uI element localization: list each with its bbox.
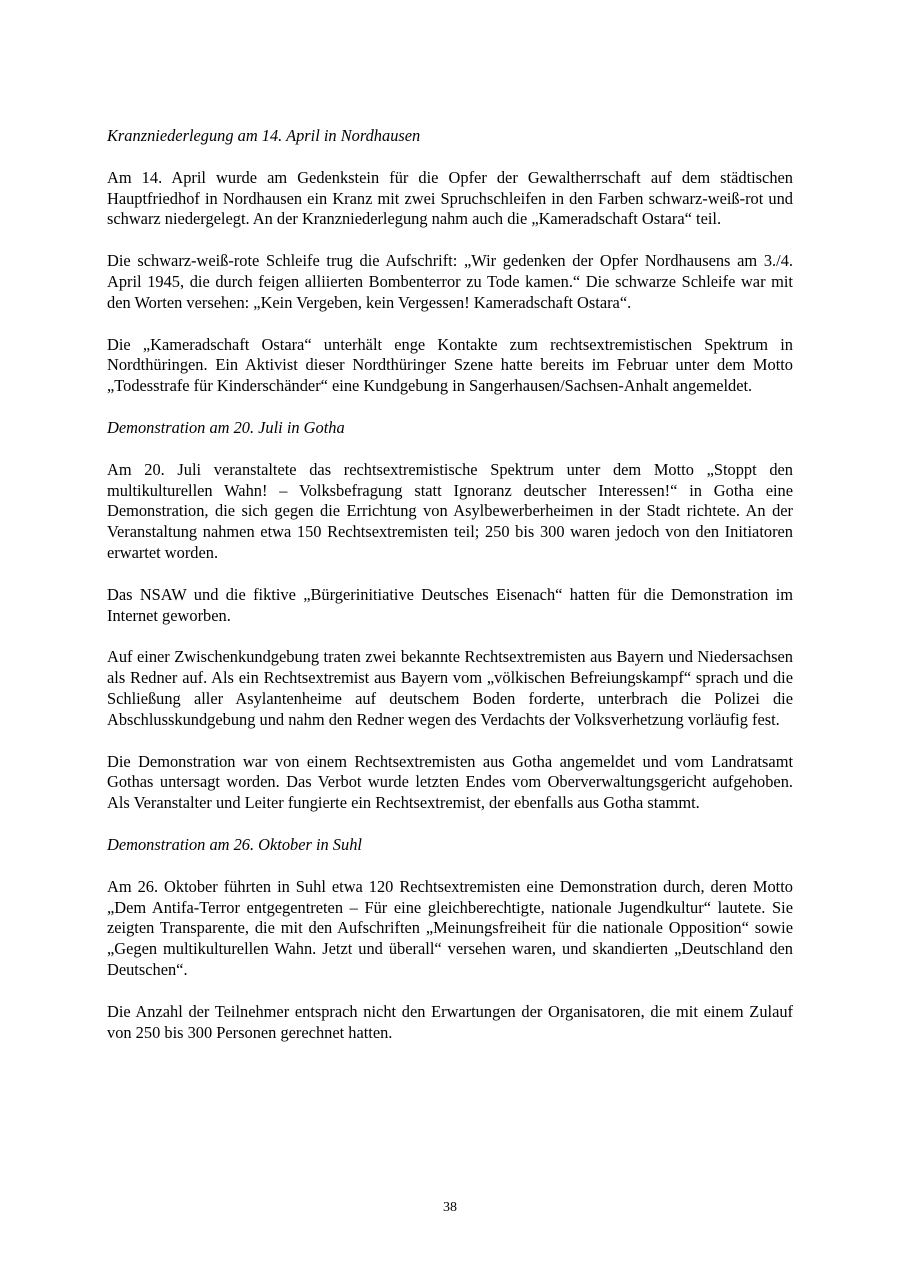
- document-body: [107, 126, 793, 1064]
- paragraph: Das NSAW und die fiktive „Bürgerinitiative Deutsches Eisenach“ hatten für die Demonstration im Internet geworben.: [107, 584, 793, 625]
- paragraph: Die schwarz-weiß-rote Schleife trug die Aufschrift: „Wir gedenken der Opfer Nordhausens am 3./4. April 1945, die durch feigen alliierten Bombenterror zu Tode kamen.“ Die schwarze Schleife war mit den Worten versehen: „Kein Vergeben, kein Vergessen! Kameradschaft Ostara“.: [107, 251, 793, 312]
- paragraph: Am 20. Juli veranstaltete das rechtsextremistische Spektrum unter dem Motto „Stoppt den multikulturellen Wahn! – Volksbefragung statt Ignoranz deutscher Interessen!“ in Gotha eine Demonstration, die sich gegen die Errichtung von Asylbewerberheimen in der Stadt richtete. An der Veranstaltung nahmen etwa 150 Rechtsextremisten teil; 250 bis 300 waren jedoch von den Initiatoren erwartet worden.: [107, 459, 793, 562]
- section-heading-suhl: Demonstration am 26. Oktober in Suhl: [107, 834, 362, 854]
- paragraph: Am 14. April wurde am Gedenkstein für die Opfer der Gewaltherrschaft auf dem städtischen Hauptfriedhof in Nordhausen ein Kranz mit zwei Spruchschleifen in den Farben schwarz-weiß-rot und schwarz niedergelegt. An der Kranzniederlegung nahm auch die „Kameradschaft Ostara“ teil.: [107, 167, 793, 229]
- paragraph: Die Anzahl der Teilnehmer entsprach nicht den Erwartungen der Organisatoren, die mit einem Zulauf von 250 bis 300 Personen gerechnet hatten.: [107, 1001, 793, 1042]
- paragraph: Am 26. Oktober führten in Suhl etwa 120 Rechtsextremisten eine Demonstration durch, deren Motto „Dem Antifa-Terror entgegentreten – Für eine gleichberechtigte, nationale Jugendkultur“ lautete. Sie zeigten Transparente, die mit den Aufschriften „Meinungsfreiheit für die nationale Opposition“ sowie „Gegen multikulturellen Wahn. Jetzt und überall“ versehen waren, und skandierten „Deutschland den Deutschen“.: [107, 876, 793, 979]
- paragraph: Die Demonstration war von einem Rechtsextremisten aus Gotha angemeldet und vom Landratsamt Gothas untersagt worden. Das Verbot wurde letzten Endes vom Oberverwaltungsgericht aufgehoben. Als Veranstalter und Leiter fungierte ein Rechtsextremist, der ebenfalls aus Gotha stammt.: [107, 751, 793, 813]
- paragraph: Die „Kameradschaft Ostara“ unterhält enge Kontakte zum rechtsextremistischen Spektrum in Nordthüringen. Ein Aktivist dieser Nordthüringer Szene hatte bereits im Februar unter dem Motto „Todesstrafe für Kinderschänder“ eine Kundgebung in Sangerhausen/Sachsen-Anhalt angemeldet.: [107, 334, 793, 396]
- paragraph: Auf einer Zwischenkundgebung traten zwei bekannte Rechtsextremisten aus Bayern und Niedersachsen als Redner auf. Als ein Rechtsextremist aus Bayern vom „völkischen Befreiungskampf“ sprach und die Schließung aller Asylantenheime auf deutschem Boden forderte, unterbrach die Polizei die Abschlusskundgebung und nahm den Redner wegen des Verdachts der Volksverhetzung vorläufig fest.: [107, 647, 793, 729]
- page-number: 38: [443, 1200, 457, 1215]
- section-heading-gotha: Demonstration am 20. Juli in Gotha: [107, 417, 345, 437]
- section-heading-nordhausen: Kranzniederlegung am 14. April in Nordhausen: [107, 126, 421, 145]
